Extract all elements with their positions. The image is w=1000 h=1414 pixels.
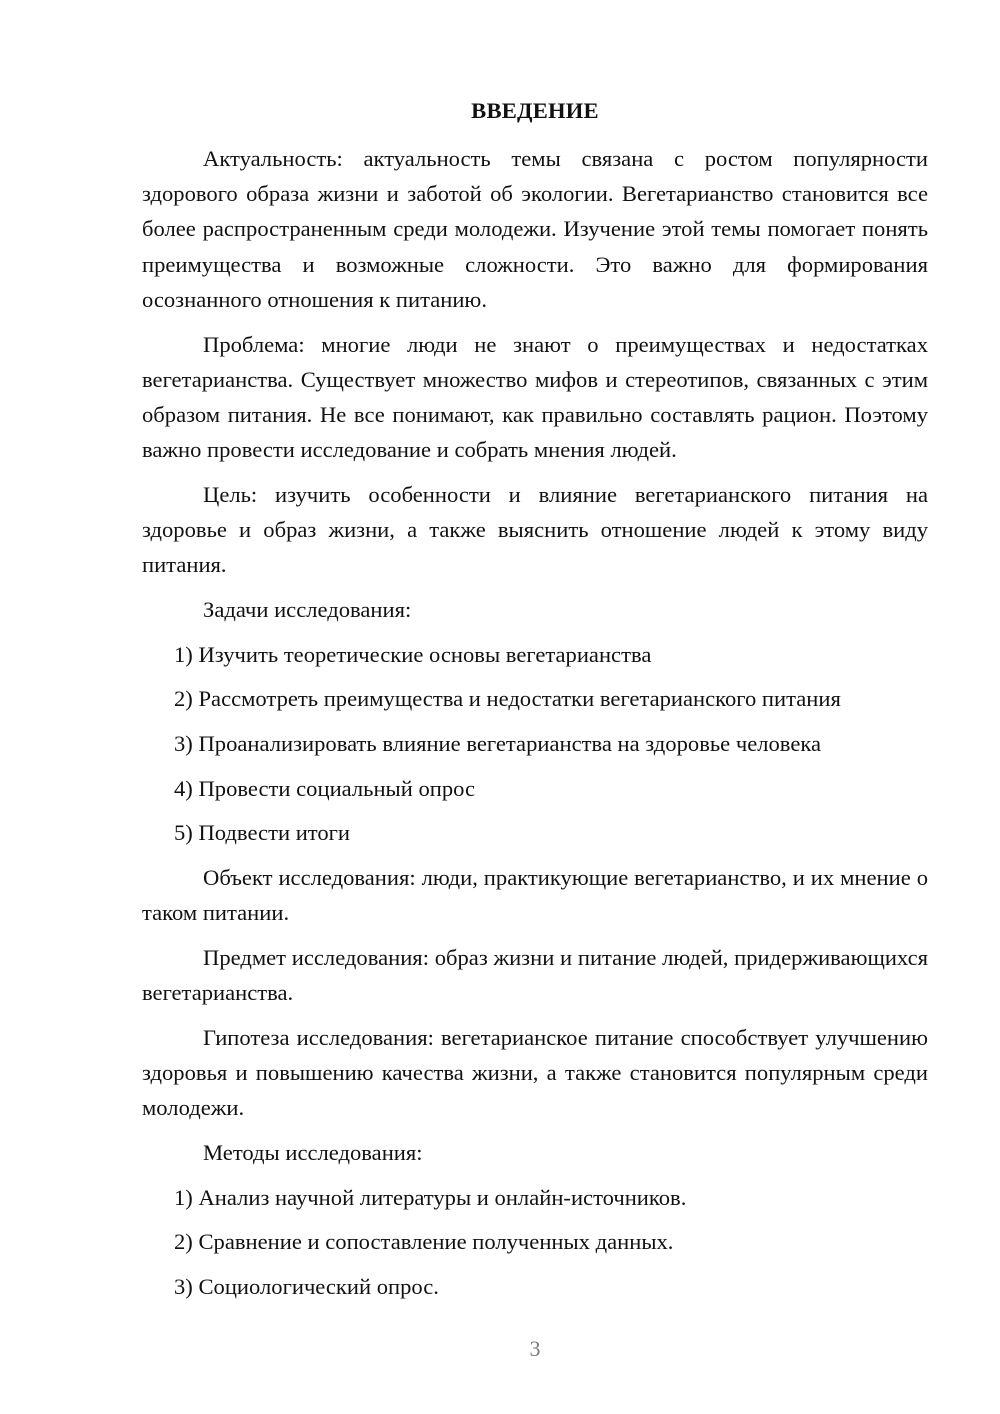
tasks-heading: Задачи исследования: — [203, 596, 412, 622]
problem-paragraph: Проблема: многие люди не знают о преимуществах и недостатках вегетарианства. Существует множество мифов и стереотипов, связанных с этим образом питания. Не все понимают, как правильно составлять рацион. Поэтому важно провести исследование и собрать мнения людей. — [142, 331, 928, 463]
list-item: 3) Проанализировать влияние вегетарианства на здоровье человека — [174, 731, 822, 757]
goal-paragraph: Цель: изучить особенности и влияние вегетарианского питания на здоровье и образ жизни, а также выяснить отношение людей к этому виду питания. — [142, 481, 928, 578]
methods-heading: Методы исследования: — [203, 1140, 423, 1166]
list-item: 5) Подвести итоги — [174, 820, 351, 846]
page-title: ВВЕДЕНИЕ — [471, 98, 599, 123]
tasks-list — [142, 637, 928, 851]
list-item: 2) Рассмотреть преимущества и недостатки вегетарианского питания — [174, 686, 841, 712]
list-item: 1) Изучить теоретические основы вегетарианства — [174, 641, 652, 667]
relevance-paragraph: Актуальность: актуальность темы связана с ростом популярности здорового образа жизни и заботой об экологии. Вегетарианство становится все более распространенным среди молодежи. Изучение этой темы помогает понять преимущества и возможные сложности. Это важно для формирования осознанного отношения к питанию. — [142, 146, 928, 312]
document-body — [142, 141, 928, 1314]
object-paragraph: Объект исследования: люди, практикующие вегетарианство, и их мнение о таком питании. — [142, 865, 928, 926]
methods-list — [142, 1180, 928, 1305]
list-item: 2) Сравнение и сопоставление полученных данных. — [174, 1229, 674, 1255]
list-item: 1) Анализ научной литературы и онлайн-источников. — [174, 1184, 687, 1210]
subject-paragraph: Предмет исследования: образ жизни и питание людей, придерживающихся вегетарианства. — [142, 945, 928, 1006]
list-item: 3) Социологический опрос. — [174, 1274, 439, 1300]
hypothesis-paragraph: Гипотеза исследования: вегетарианское питание способствует улучшению здоровья и повышению качества жизни, а также становится популярным среди молодежи. — [142, 1024, 928, 1121]
list-item: 4) Провести социальный опрос — [174, 775, 476, 801]
page-number: 3 — [529, 1336, 541, 1361]
